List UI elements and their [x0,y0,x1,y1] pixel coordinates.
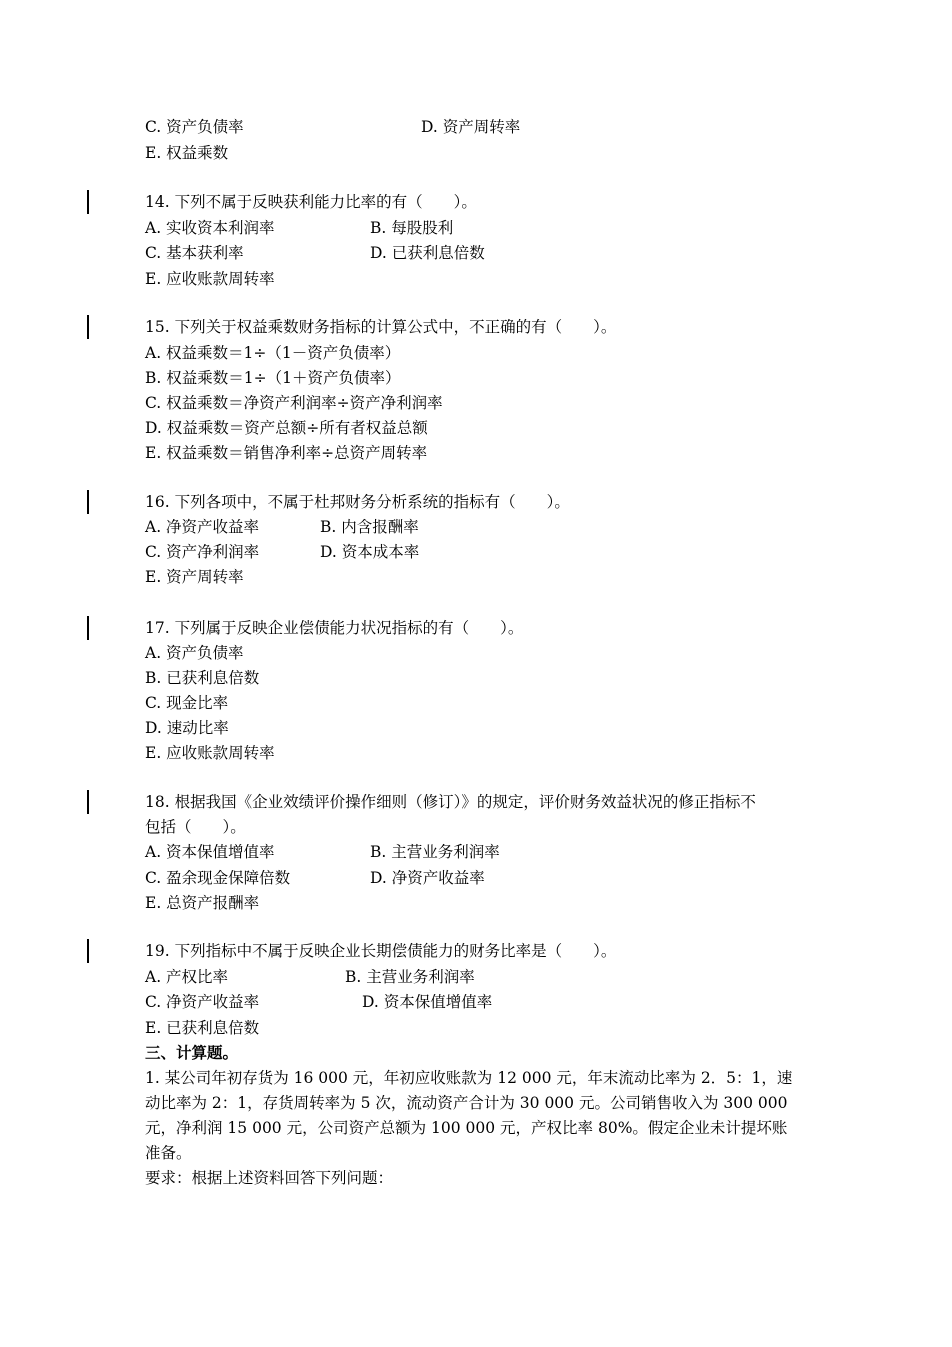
q18-option-a: A. 资本保值增值率 [145,843,275,861]
q13-option-e: E. 权益乘数 [145,144,229,162]
q18-option-c: C. 盈余现金保障倍数 [145,869,291,887]
q15-option-a: A. 权益乘数＝1÷（1－资产负债率） [145,344,401,362]
q14-option-e: E. 应收账款周转率 [145,270,275,288]
q18-stem-line1: 18. 根据我国《企业效绩评价操作细则（修订）》的规定，评价财务效益状况的修正指标不 [145,793,756,811]
q18-option-e: E. 总资产报酬率 [145,894,260,912]
q16-option-e: E. 资产周转率 [145,568,244,586]
q15-option-b: B. 权益乘数＝1÷（1＋资产负债率） [145,369,401,387]
change-bar [87,190,89,214]
q18-stem-line2: 包括（ ）。 [145,818,246,836]
q14-option-c: C. 基本获利率 [145,244,244,262]
q16-option-d: D. 资本成本率 [320,543,420,561]
q14-option-b: B. 每股股利 [370,219,454,237]
q13-option-d: D. 资产周转率 [421,118,521,136]
q17-option-e: E. 应收账款周转率 [145,744,275,762]
section-heading: 三、计算题。 [145,1043,239,1062]
problem-1-line1: 1. 某公司年初存货为 16 000 元，年初应收账款为 12 000 元，年末流动比率为 2．5：1，速 [145,1069,793,1087]
change-bar [87,939,89,963]
q19-option-e: E. 已获利息倍数 [145,1019,260,1037]
q16-stem: 16. 下列各项中，不属于杜邦财务分析系统的指标有（ ）。 [145,493,570,511]
change-bar [87,616,89,640]
problem-1-line2: 动比率为 2：1，存货周转率为 5 次，流动资产合计为 30 000 元。公司销售收入为 300 000 [145,1094,788,1112]
q17-option-d: D. 速动比率 [145,719,229,737]
q15-stem: 15. 下列关于权益乘数财务指标的计算公式中，不正确的有（ ）。 [145,318,617,336]
q17-option-c: C. 现金比率 [145,694,229,712]
problem-1-line4: 准备。 [145,1144,192,1162]
q15-option-d: D. 权益乘数＝资产总额÷所有者权益总额 [145,419,428,437]
q19-option-b: B. 主营业务利润率 [345,968,475,986]
change-bar [87,315,89,339]
q15-option-e: E. 权益乘数＝销售净利率÷总资产周转率 [145,444,428,462]
q17-option-b: B. 已获利息倍数 [145,669,260,687]
q13-option-c: C. 资产负债率 [145,118,244,136]
q19-option-a: A. 产权比率 [145,968,229,986]
q14-stem: 14. 下列不属于反映获利能力比率的有（ ）。 [145,193,477,211]
q16-option-b: B. 内含报酬率 [320,518,419,536]
problem-1-requirement: 要求：根据上述资料回答下列问题： [145,1169,394,1187]
q16-option-c: C. 资产净利润率 [145,543,260,561]
q18-option-d: D. 净资产收益率 [370,869,485,887]
q19-stem: 19. 下列指标中不属于反映企业长期偿债能力的财务比率是（ ）。 [145,942,617,960]
q18-option-b: B. 主营业务利润率 [370,843,500,861]
q17-stem: 17. 下列属于反映企业偿债能力状况指标的有（ ）。 [145,619,524,637]
q14-option-a: A. 实收资本利润率 [145,219,275,237]
q15-option-c: C. 权益乘数＝净资产利润率÷资产净利润率 [145,394,443,412]
q19-option-c: C. 净资产收益率 [145,993,260,1011]
q16-option-a: A. 净资产收益率 [145,518,260,536]
change-bar [87,790,89,814]
q14-option-d: D. 已获利息倍数 [370,244,485,262]
change-bar [87,490,89,514]
q17-option-a: A. 资产负债率 [145,644,244,662]
problem-1-line3: 元，净利润 15 000 元，公司资产总额为 100 000 元，产权比率 80%。假定企业未计提坏账 [145,1119,788,1137]
q19-option-d: D. 资本保值增值率 [362,993,493,1011]
